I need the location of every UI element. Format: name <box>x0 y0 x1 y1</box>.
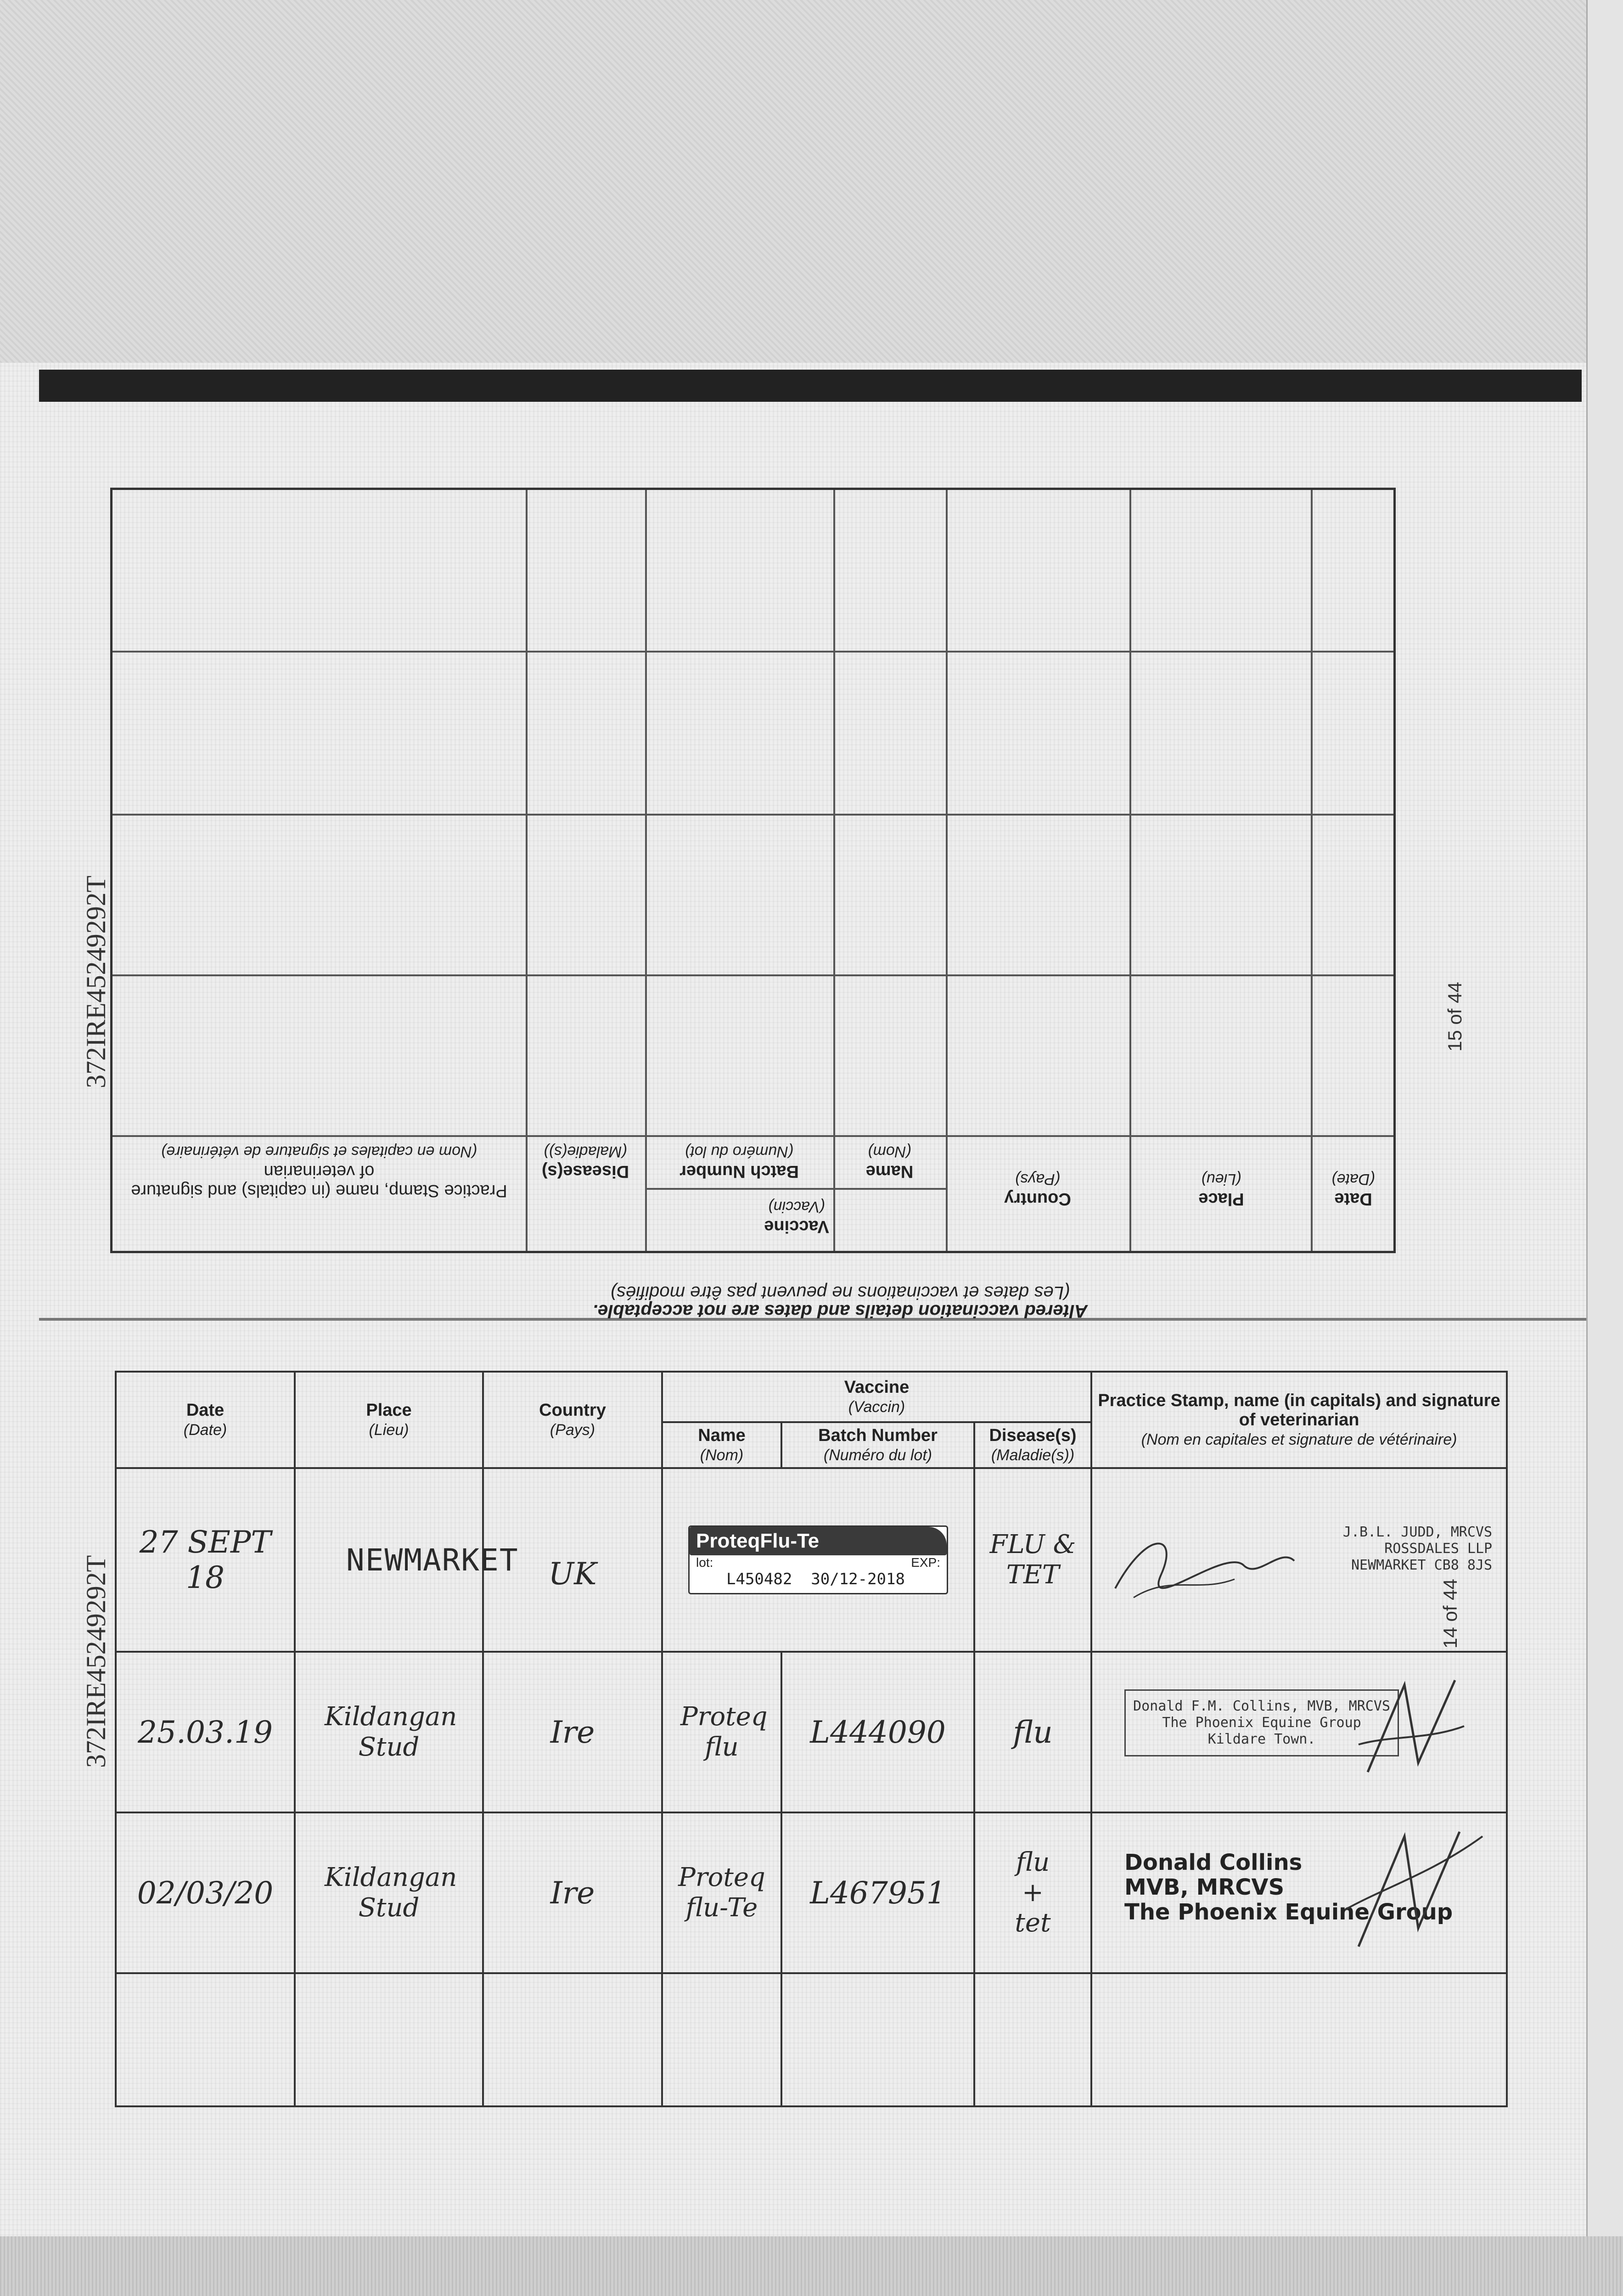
row3-place: Kildangan Stud <box>295 1812 483 1973</box>
row3-vet-stamp: Donald Collins MVB, MRCVS The Phoenix Equine Group <box>1124 1850 1453 1925</box>
row2-country: Ire <box>483 1652 662 1812</box>
vaccine-sticker: ProteqFlu-Te lot: EXP: L450482 30/12-2018 <box>688 1525 948 1594</box>
upper-header-vaccine: Vaccine (Vaccin) <box>764 1198 829 1236</box>
scan-background-bottom <box>0 2236 1623 2296</box>
page-number-lower: 14 of 44 <box>1439 1579 1461 1649</box>
row3-country: Ire <box>483 1812 662 1973</box>
table-row <box>116 1652 1507 1812</box>
row3-stamp <box>1091 1812 1507 1973</box>
page-number-upper: 15 of 44 <box>1444 982 1466 1052</box>
row3-disease: flu + tet <box>974 1812 1091 1973</box>
table-row <box>116 1812 1507 1973</box>
table-row <box>116 1973 1507 2106</box>
table-row <box>116 1468 1507 1652</box>
row2-batch: L444090 <box>781 1652 974 1812</box>
upper-header-place: Place (Lieu) <box>1198 1171 1244 1209</box>
header-place: Place (Lieu) <box>295 1372 483 1468</box>
vaccine-sticker-brand: ProteqFlu-Te <box>690 1527 947 1555</box>
upper-header-disease: Disease(s) (Maladie(s)) <box>541 1143 629 1181</box>
header-batch-number: Batch Number (Numéro du lot) <box>781 1422 974 1468</box>
binding-band <box>39 370 1582 402</box>
row1-stamp <box>1091 1468 1507 1652</box>
row3-vaccine-name: Proteq flu-Te <box>662 1812 781 1973</box>
row2-vet-stamp: Donald F.M. Collins, MVB, MRCVS The Phoenix Equine Group Kildare Town. <box>1124 1689 1399 1756</box>
row1-place: NEWMARKET <box>295 1468 483 1652</box>
row2-vaccine-name: Proteq flu <box>662 1652 781 1812</box>
header-vaccine-name: Name (Nom) <box>662 1422 781 1468</box>
header-country: Country (Pays) <box>483 1372 662 1468</box>
alteration-warning: Altered vaccination details and dates are not acceptable. (Les dates et vaccinations ne peuvent pas être modifiés) <box>592 1283 1088 1321</box>
row3-batch: L467951 <box>781 1812 974 1973</box>
upper-vaccination-table <box>110 488 1396 1253</box>
header-vaccine: Vaccine (Vaccin) <box>662 1372 1091 1422</box>
upper-header-name: Name (Nom) <box>865 1143 914 1181</box>
header-stamp: Practice Stamp, name (in capitals) and signature of veterinarian (Nom en capitales et signature de vétérinaire) <box>1091 1372 1507 1468</box>
header-disease: Disease(s) (Maladie(s)) <box>974 1422 1091 1468</box>
row1-vaccine-label <box>662 1468 974 1652</box>
scan-edge-right <box>1586 0 1623 2296</box>
row1-country: UK <box>483 1468 662 1652</box>
upper-header-batch: Batch Number (Numéro du lot) <box>680 1143 799 1181</box>
row1-disease: FLU & TET <box>974 1468 1091 1652</box>
upper-header-country: Country (Pays) <box>1004 1171 1071 1209</box>
row2-stamp <box>1091 1652 1507 1812</box>
passport-id-upper: 372IRE45249292T <box>81 875 111 1088</box>
passport-id-lower: 372IRE45249292T <box>81 1555 111 1768</box>
header-date: Date (Date) <box>116 1372 295 1468</box>
vaccination-records-table <box>115 1371 1506 2105</box>
row2-place: Kildangan Stud <box>295 1652 483 1812</box>
scan-background-top <box>0 0 1623 363</box>
upper-header-date: Date (Date) <box>1331 1171 1375 1209</box>
row1-vet-stamp: J.B.L. JUDD, MRCVS ROSSDALES LLP NEWMARKET CB8 8JS <box>1342 1524 1493 1573</box>
upper-header-stamp: Practice Stamp, name (in capitals) and signature of veterinarian (Nom en capitales et signature de vétérinaire) <box>131 1143 507 1200</box>
row2-disease: flu <box>974 1652 1091 1812</box>
row3-date: 02/03/20 <box>116 1812 295 1973</box>
signature-icon <box>1349 1671 1469 1790</box>
row1-date: 27 SEPT 18 <box>116 1468 295 1652</box>
row2-date: 25.03.19 <box>116 1652 295 1812</box>
signature-icon <box>1106 1519 1299 1611</box>
signature-icon <box>1340 1818 1487 1956</box>
